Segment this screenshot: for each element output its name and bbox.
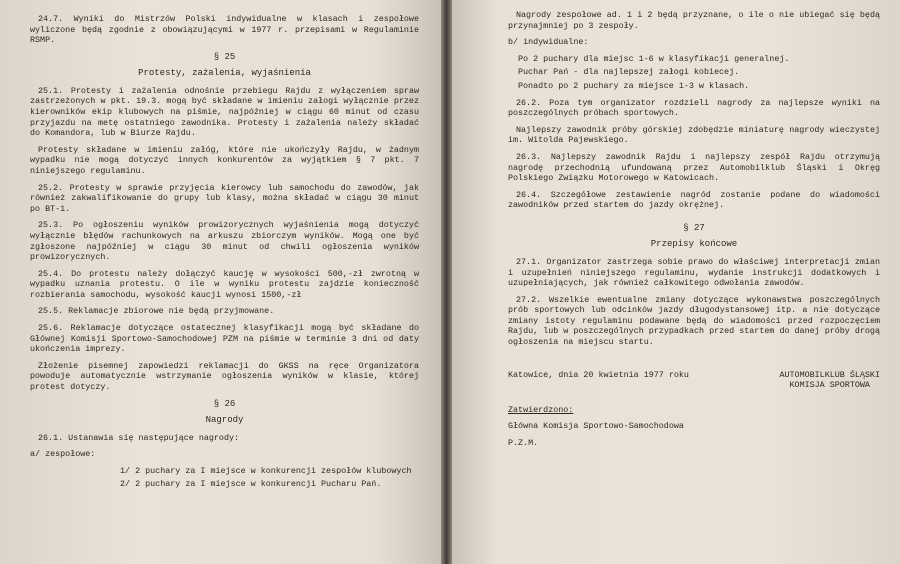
approved-label: Zatwierdzono: xyxy=(508,404,574,415)
team-prizes-note: Nagrody zespołowe ad. 1 i 2 będą przyznane, o ile o nie ubiegać się będą przynajmniej po 3 zespoły. xyxy=(508,10,880,31)
individual-prize-3: Ponadto po 2 puchary za miejsce 1-3 w klasach. xyxy=(518,80,750,91)
section-26-title: Nagrody xyxy=(205,414,244,425)
team-prizes-label: a/ zespołowe: xyxy=(30,449,96,460)
book-gutter xyxy=(441,0,452,564)
paragraph-26-1: 26.1. Ustanawia się następujące nagrody: xyxy=(38,432,240,443)
right-page xyxy=(452,0,900,564)
organizer-block xyxy=(779,370,880,391)
individual-prize-1: Po 2 puchary dla miejsc 1-6 w klasyfikacji generalnej. xyxy=(518,53,790,64)
section-27-title: Przepisy końcowe xyxy=(650,238,738,249)
paragraph-26-2: 26.2. Poza tym organizator rozdzieli nagrody za najlepsze wyniki na poszczególnych próbach sportowych. xyxy=(508,97,880,119)
paragraph-25-5: 25.5. Reklamacje zbiorowe nie będą przyjmowane. xyxy=(38,306,275,317)
paragraph-26-4: 26.4. Szczegółowe zestawienie nagród zostanie podane do wiadomości zawodników przed startem do jazdy okrężnej. xyxy=(508,189,880,211)
paragraph-25-4: 25.4. Do protestu należy dołączyć kaucję w wysokości 500,-zł zwrotną w wypadku uznania protestu. O ile w wyniku protestu zajdzie konieczność rozbierania samochodu, wysokość kaucji wynosi 1500,-zł xyxy=(30,268,419,300)
approver-abbreviation: P.Z.M. xyxy=(508,438,539,449)
paragraph-27-2: 27.2. Wszelkie ewentualne zmiany dotyczące wykonawstwa poszczególnych prób sportowych lub odcinków jazdy długodystansowej itp. a nie dotyczące zmiany istoty regulaminu podawane będą do wiadomości przed rozpoczęciem Rajdu, lub w poszczególnych przypadkach przed startem do danej próby drogą ogłoszenia na miejscu startu. xyxy=(508,294,880,348)
paragraph-25-2: 25.2. Protesty w sprawie przyjęcia kierowcy lub samochodu do zawodów, jak również zakwalifikowanie do grupy lub klasy, można składać w ciągu 30 minut po BT-1. xyxy=(30,182,419,214)
section-27-number: § 27 xyxy=(683,222,705,233)
paragraph-26-3: 26.3. Najlepszy zawodnik Rajdu i najlepszy zespół Rajdu otrzymują nagrodę przechodnią ufundowaną przez Automobilklub Śląski i Okręg Polskiego Związku Motorowego w Katowicach. xyxy=(508,151,880,184)
paragraph-25-1b: Protesty składane w imieniu załóg, które nie ukończyły Rajdu, w żadnym wypadku nie mogą dotyczyć innych konkurentów za wyjątkiem § 7 pkt. 7 niniejszego regulaminu. xyxy=(30,144,419,176)
organizer-committee: KOMISJA SPORTOWA xyxy=(789,380,870,391)
paragraph-25-3: 25.3. Po ogłoszeniu wyników prowizorycznych wyjaśnienia mogą dotyczyć wyłącznie błędów rachunkowych na arkuszu zbiorczym wyników. Mogą one być zgłoszone najpóźniej w ciągu 30 minut od chwili ogłoszenia wyników prowizorycznych. xyxy=(30,220,419,263)
approver-name: Główna Komisja Sportowo-Samochodowa xyxy=(508,421,684,432)
paragraph-25-1: 25.1. Protesty i zażalenia odnośnie przebiegu Rajdu z wyłączeniem spraw zastrzeżonych w pkt. 19.3. mogą być składane w imieniu załogi wyłącznie przez kierowników ekip klubowych na piśmie, najpóźniej w ciągu 60 minut od czasu przyjazdu na metę ostatniego zawodnika. Protesty i zażalenia należy składać do Komandora, lub w Biurze Rajdu. xyxy=(30,85,419,139)
paragraph-25-6: 25.6. Reklamacje dotyczące ostatecznej klasyfikacji mogą być składane do Głównej Komisji Sportowo-Samochodowej PZM na piśmie w terminie 3 dni od daty ukończenia imprezy. xyxy=(30,323,419,355)
team-prize-1: 1/ 2 puchary za I miejsce w konkurencji zespołów klubowych xyxy=(120,465,412,476)
paragraph-24-7: 24.7. Wyniki do Mistrzów Polski indywidualne w klasach i zespołowe wyliczone będą zgodnie z obowiązującymi w 1977 r. przepisami w Regulaminie RSMP. xyxy=(30,14,419,46)
paragraph-27-1: 27.1. Organizator zastrzega sobie prawo do właściwej interpretacji zmian i uzupełnień niniejszego regulaminu, wydanie instrukcji dodatkowych i uzupełniających, jak również całkowitego odwołania zawodów. xyxy=(508,256,880,289)
paragraph-26-2b: Najlepszy zawodnik próby górskiej zdobędzie miniaturę nagrody wieczystej im. Witolda Pajewskiego. xyxy=(508,124,880,146)
signature-block xyxy=(508,370,880,391)
section-25-title: Protesty, zażalenia, wyjaśnienia xyxy=(138,67,311,78)
paragraph-25-6b: Złożenie pisemnej zapowiedzi reklamacji do GKSS na ręce Organizatora powoduje automatycznie wstrzymanie ogłoszenia wyników w klasie, której protest dotyczy. xyxy=(30,360,419,393)
individual-prize-2: Puchar Pań - dla najlepszej załogi kobiecej. xyxy=(518,67,740,78)
left-page xyxy=(0,0,441,564)
individual-prizes-label: b/ indywidualne: xyxy=(508,37,589,48)
organizer-name: AUTOMOBILKLUB ŚLĄSKI xyxy=(779,369,880,380)
section-25-number: § 25 xyxy=(213,51,236,62)
team-prize-2: 2/ 2 puchary za I miejsce w konkurencji Pucharu Pań. xyxy=(120,479,382,490)
place-and-date: Katowice, dnia 20 kwietnia 1977 roku xyxy=(508,369,689,380)
section-26-number: § 26 xyxy=(213,398,236,409)
